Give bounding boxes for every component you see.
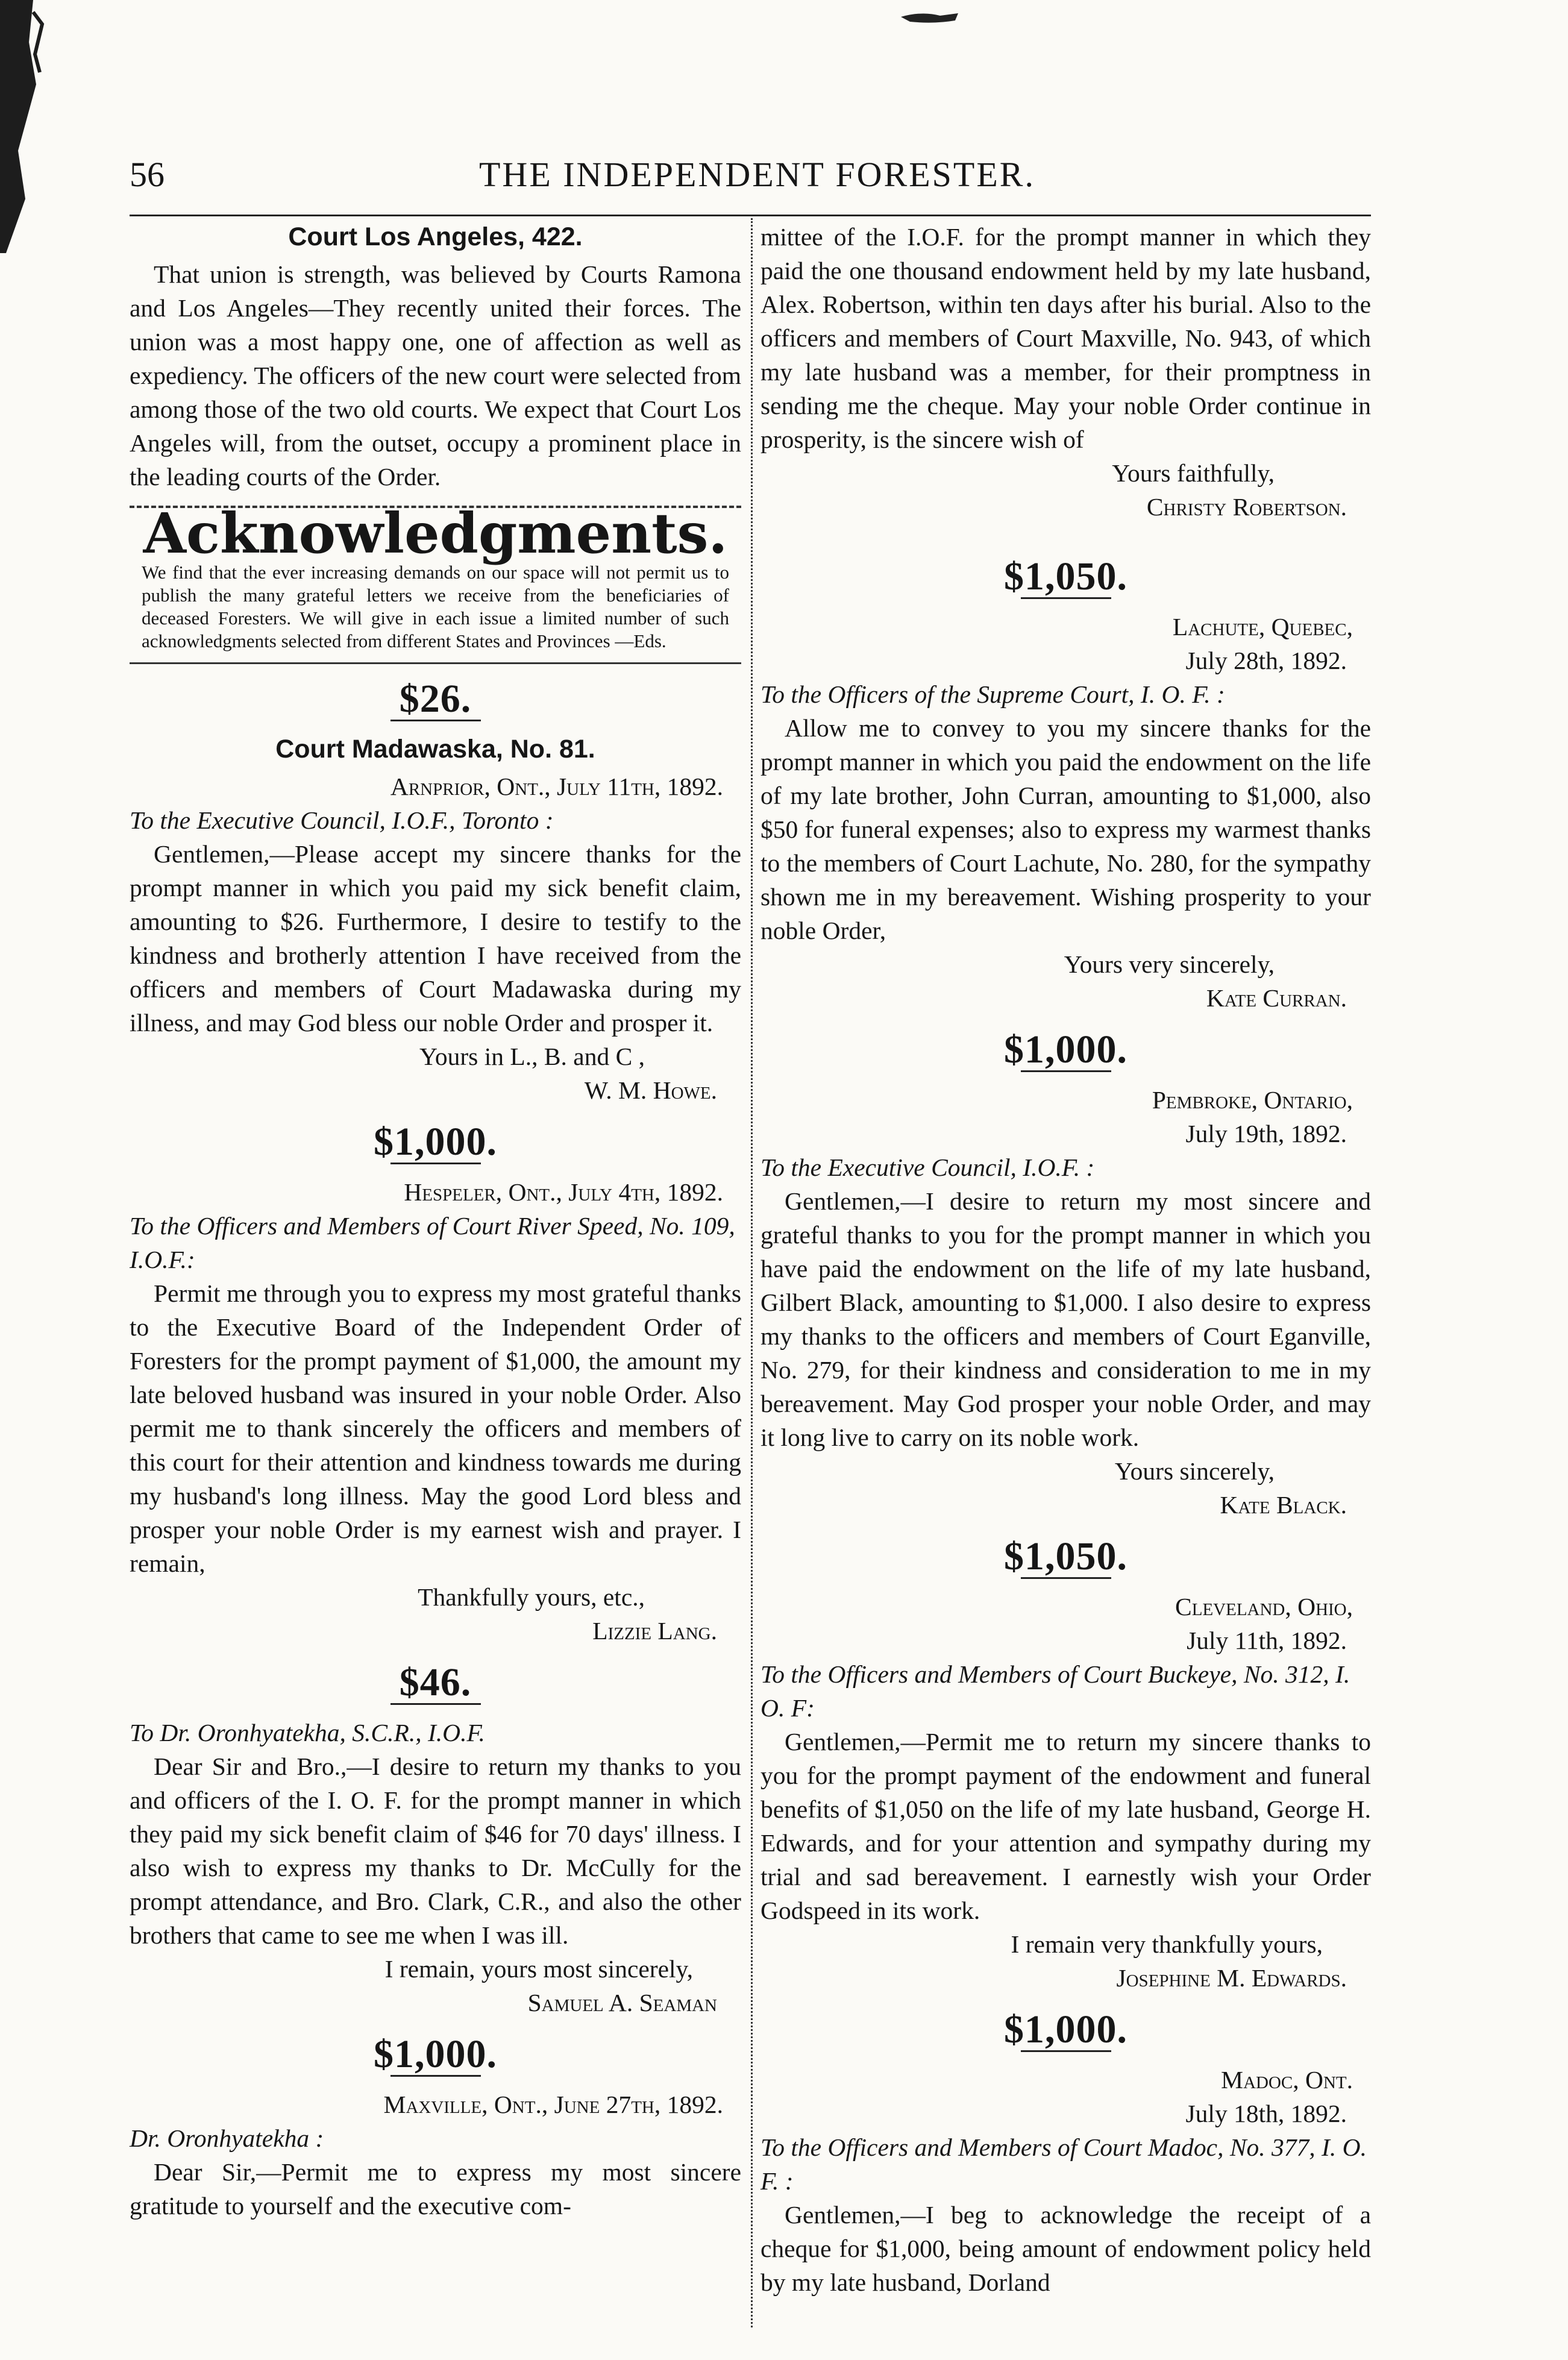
letter-body: Gentlemen,—Permit me to return my sincere thanks to you for the prompt payment of the endowment and funeral benefits of $1,050 on the life of my late husband, George H. Edwards, and for your attention and sympathy during my trial and sad bereavement. I earnestly wish your Order Godspeed in its work.	[760, 1728, 1371, 1924]
letter-place: Pembroke, Ontario,	[1152, 1086, 1353, 1114]
page-header	[130, 154, 1371, 202]
letter-closing: I remain very thankfully yours,	[1011, 1930, 1323, 1958]
running-title: THE INDEPENDENT FORESTER.	[479, 155, 1035, 194]
left-column	[130, 220, 741, 2341]
amount-heading: $1,000.	[1004, 2007, 1127, 2051]
letter-body: Gentlemen,—I desire to return my most sincere and grateful thanks to you for the prompt manner in which you have paid the endowment on the life of my late husband, Gilbert Black, amounting to $1,000. I also desire to express my thanks to the officers and members of Court Eganville, No. 279, for their kindness and consideration to me in my bereavement. May God prosper your noble Order, and may it long live to carry on its noble work.	[760, 1187, 1371, 1451]
amount-heading: $26.	[399, 677, 472, 721]
amount-heading: $1,050.	[1004, 554, 1127, 598]
letter-body: Gentlemen,—I beg to acknowledge the receipt of a cheque for $1,000, being amount of endowment policy held by my late husband, Dorland	[760, 2201, 1371, 2296]
letter-closing: Yours in L., B. and C ,	[419, 1043, 645, 1070]
editors-note: We find that the ever increasing demands on our space will not permit us to publish the many grateful letters we receive from the beneficiaries of deceased Foresters. We will give in each issue a limited number of such acknowledgments selected from different States and Provinces —Eds.	[142, 562, 729, 651]
note-rule	[130, 662, 741, 664]
letter-body: Allow me to convey to you my sincere thanks for the prompt manner in which you paid the endowment on the life of my late brother, John Curran, amounting to $1,000, also $50 for funeral expenses; also to express my warmest thanks to the members of Court Lachute, No. 280, for the sympathy shown me in my bereavement. Wishing prosperity to your noble Order,	[760, 714, 1371, 944]
amount-heading: $1,050.	[1004, 1534, 1127, 1578]
letter-addressee: To the Officers and Members of Court Buckeye, No. 312, I. O. F:	[760, 1660, 1350, 1722]
letter-body: Dear Sir and Bro.,—I desire to return my thanks to you and officers of the I. O. F. for the prompt manner in which they paid my sick benefit claim of $46 for 70 days' illness. I also wish to express my thanks to Dr. McCully for the prompt attendance, and Bro. Clark, C.R., and also the other brothers that came to see me when I was ill.	[130, 1753, 741, 1949]
letter-closing: I remain, yours most sincerely,	[384, 1955, 693, 1983]
letter-signature: W. M. Howe.	[584, 1076, 717, 1104]
letter-body: mittee of the I.O.F. for the prompt manner in which they paid the one thousand endowment held by my late husband, Alex. Robertson, within ten days after his burial. Also to the officers and members of Court Maxville, No. 943, of which my late husband was a member, for their promptness in sending me the cheque. May your noble Order continue in prosperity, is the sincere wish of	[760, 223, 1371, 453]
letter-addressee: To the Executive Council, I.O.F., Toronto :	[130, 806, 554, 834]
amount-heading: $1,000.	[374, 1120, 497, 1164]
amount-heading: $46.	[399, 1660, 472, 1704]
letter-place-date: Maxville, Ont., June 27th, 1892.	[383, 2091, 723, 2118]
amount-heading: $1,000.	[1004, 1028, 1127, 1072]
letter-closing: Yours sincerely,	[1114, 1457, 1275, 1485]
letter-date: July 28th, 1892.	[1185, 647, 1347, 674]
letter-closing: Yours faithfully,	[1112, 459, 1275, 487]
letter-place: Cleveland, Ohio,	[1175, 1593, 1353, 1621]
letter-closing: Thankfully yours, etc.,	[418, 1583, 645, 1611]
letter-signature: Lizzie Lang.	[592, 1617, 717, 1645]
letter-signature: Kate Black.	[1220, 1491, 1347, 1519]
letter-addressee: To the Officers and Members of Court Madoc, No. 377, I. O. F. :	[760, 2133, 1367, 2195]
letter-signature: Josephine M. Edwards.	[1116, 1964, 1347, 1992]
amount-heading: $1,000.	[374, 2032, 497, 2076]
letter-place-date: Hespeler, Ont., July 4th, 1892.	[404, 1178, 723, 1206]
letter-signature: Samuel A. Seaman	[527, 1989, 717, 2016]
letter-closing: Yours very sincerely,	[1064, 950, 1275, 978]
letter-addressee: To the Officers of the Supreme Court, I. O. F. :	[760, 680, 1225, 708]
letter-date: July 18th, 1892.	[1185, 2100, 1347, 2127]
letter-date: July 19th, 1892.	[1185, 1120, 1347, 1147]
letter-place: Lachute, Quebec,	[1172, 613, 1353, 641]
letter-signature: Kate Curran.	[1206, 984, 1347, 1012]
letter-place-date: Arnprior, Ont., July 11th, 1892.	[390, 773, 723, 800]
page-number: 56	[130, 155, 165, 194]
letter-body: Dear Sir,—Permit me to express my most sincere gratitude to yourself and the executive com-	[130, 2158, 741, 2220]
letter-addressee: To Dr. Oronhyatekha, S.C.R., I.O.F.	[130, 1719, 485, 1746]
court-name: Court Madawaska, No. 81.	[275, 735, 595, 764]
letter-addressee: To the Officers and Members of Court River Speed, No. 109, I.O.F.:	[130, 1212, 735, 1273]
letter-addressee: Dr. Oronhyatekha :	[130, 2124, 324, 2152]
right-column	[760, 220, 1371, 2341]
court-los-angeles-text: That union is strength, was believed by Courts Ramona and Los Angeles—They recently united their forces. The union was a most happy one, one of affection as well as expediency. The officers of the new court were selected from among those of the two old courts. We expect that Court Los Angeles will, from the outset, occupy a prominent place in the leading courts of the Order.	[130, 260, 741, 491]
letter-date: July 11th, 1892.	[1187, 1627, 1347, 1654]
header-rule	[130, 215, 1371, 216]
ink-blot-mark	[898, 6, 964, 30]
letter-place: Madoc, Ont.	[1221, 2066, 1353, 2094]
column-divider	[751, 218, 753, 2327]
scan-edge-smudge	[0, 0, 48, 253]
acknowledgments-heading: Acknowledgments.	[143, 501, 728, 566]
letter-signature: Christy Robertson.	[1146, 493, 1347, 521]
court-los-angeles-title: Court Los Angeles, 422.	[288, 222, 583, 251]
letter-body: Gentlemen,—Please accept my sincere thanks for the prompt manner in which you paid my sick benefit claim, amounting to $26. Furthermore, I desire to testify to the kindness and brotherly attention I have received from the officers and members of Court Madawaska during my illness, and may God bless our noble Order and prosper it.	[130, 840, 741, 1037]
letter-addressee: To the Executive Council, I.O.F. :	[760, 1153, 1095, 1181]
letter-body: Permit me through you to express my most grateful thanks to the Executive Board of the Independent Order of Foresters for the prompt payment of $1,000, the amount my late beloved husband was insured in your noble Order. Also permit me to thank sincerely the officers and members of this court for their attention and kindness towards me during my husband's long illness. May the good Lord bless and prosper your noble Order is my earnest wish and prayer. I remain,	[130, 1279, 741, 1577]
